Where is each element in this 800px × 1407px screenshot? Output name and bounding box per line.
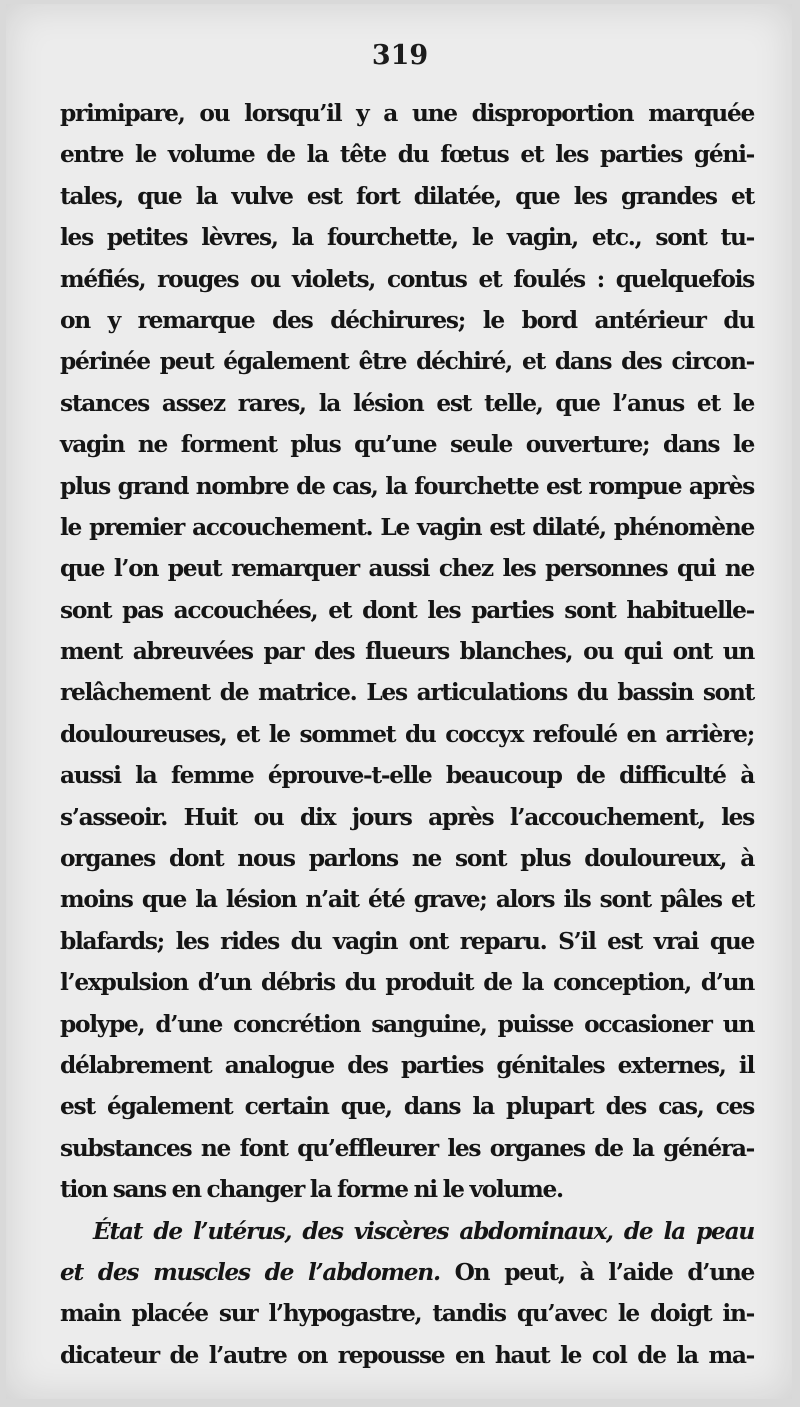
text-line: dicateur de l’autre on repousse en haut le col de la ma- <box>60 1341 754 1369</box>
text-line: tales, que la vulve est fort dilatée, que les grandes et <box>60 182 754 210</box>
text-line: que l’on peut remarquer aussi chez les personnes qui ne <box>60 555 754 583</box>
page-number: 319 <box>371 40 429 71</box>
text-line: primipare, ou lorsqu’il y a une disproportion marquée <box>60 100 754 127</box>
text-line: on y remarque des déchirures; le bord antérieur du <box>60 306 754 334</box>
text-line: blafards; les rides du vagin ont reparu. S’il est vrai que <box>60 927 754 955</box>
section-heading-end: et des muscles de l’abdomen. <box>60 1258 440 1286</box>
text-line: les petites lèvres, la fourchette, le vagin, etc., sont tu- <box>60 224 754 252</box>
text-span: On peut, à l’aide d’une <box>439 1258 755 1286</box>
text-line: main placée sur l’hypogastre, tandis qu’avec le doigt in- <box>60 1300 754 1328</box>
text-line: polype, d’une concrétion sanguine, puisse occasioner un <box>60 1010 754 1038</box>
text-line: est également certain que, dans la plupart des cas, ces <box>60 1093 754 1121</box>
text-line: sont pas accouchées, et dont les parties sont habituelle- <box>60 596 754 624</box>
section-heading-line: État de l’utérus, des viscères abdominaux, de la peau <box>93 1217 754 1245</box>
text-line: stances assez rares, la lésion est telle, que l’anus et le <box>60 389 754 417</box>
text-line: substances ne font qu’effleurer les organes de la généra- <box>60 1134 754 1162</box>
text-line: ment abreuvées par des flueurs blanches, ou qui ont un <box>60 638 754 666</box>
text-line: organes dont nous parlons ne sont plus douloureux, à <box>60 845 754 873</box>
text-line: délabrement analogue des parties génitales externes, il <box>60 1051 754 1079</box>
book-page <box>6 4 792 1399</box>
text-line: relâchement de matrice. Les articulations du bassin sont <box>60 679 754 707</box>
text-line: le premier accouchement. Le vagin est dilaté, phénomène <box>60 513 754 541</box>
paragraph-1 <box>60 93 754 1211</box>
text-line: périnée peut également être déchiré, et dans des circon- <box>60 348 754 376</box>
text-line: tion sans en changer la forme ni le volume. <box>60 1176 563 1204</box>
text-line: plus grand nombre de cas, la fourchette est rompue après <box>60 472 754 500</box>
text-line: moins que la lésion n’ait été grave; alors ils sont pâles et <box>60 886 754 914</box>
text-line: s’asseoir. Huit ou dix jours après l’accouchement, les <box>60 803 754 831</box>
text-line: entre le volume de la tête du fœtus et les parties géni- <box>60 141 754 169</box>
text-line: aussi la femme éprouve-t-elle beaucoup de difficulté à <box>60 762 754 790</box>
paragraph-2 <box>60 1211 754 1377</box>
text-line: douloureuses, et le sommet du coccyx refoulé en arrière; <box>60 720 754 748</box>
body-text <box>60 93 754 1376</box>
text-line: vagin ne forment plus qu’une seule ouverture; dans le <box>60 431 754 459</box>
text-line: méfiés, rouges ou violets, contus et foulés : quelquefois <box>60 265 754 293</box>
text-line: l’expulsion d’un débris du produit de la conception, d’un <box>60 969 754 997</box>
text-line <box>60 1252 754 1293</box>
